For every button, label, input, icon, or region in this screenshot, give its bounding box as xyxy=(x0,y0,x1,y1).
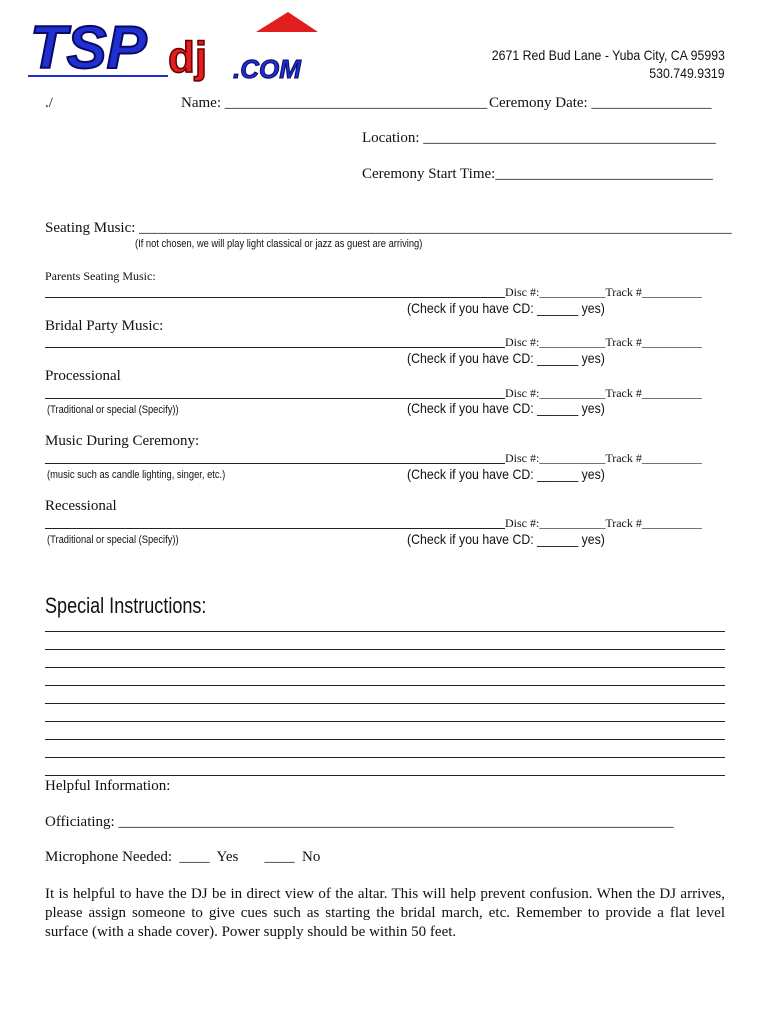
entry-line[interactable] xyxy=(45,528,505,529)
instruction-line[interactable] xyxy=(45,739,725,740)
officiating-field[interactable]: Officiating: __________________________________________________________________________ xyxy=(45,814,674,830)
instruction-line[interactable] xyxy=(45,703,725,704)
tspdj-logo-graphic xyxy=(28,10,328,90)
disc-track-field[interactable]: Disc #:___________Track #__________ xyxy=(505,285,702,299)
svg-text:TSP: TSP xyxy=(30,14,147,81)
cd-check-field[interactable]: (Check if you have CD: ______ yes) xyxy=(407,466,605,482)
location-field[interactable]: Location: _______________________________________ xyxy=(362,130,716,146)
instruction-line[interactable] xyxy=(45,775,725,776)
section-sublabel: (Traditional or special (Specify)) xyxy=(47,404,179,416)
seating-music-note: (If not chosen, we will play light classical or jazz as guest are arriving) xyxy=(135,238,423,250)
disc-track-field[interactable]: Disc #:___________Track #__________ xyxy=(505,335,702,349)
entry-line[interactable] xyxy=(45,398,505,399)
cd-check-field[interactable]: (Check if you have CD: ______ yes) xyxy=(407,300,605,316)
disc-track-field[interactable]: Disc #:___________Track #__________ xyxy=(505,386,702,400)
instruction-line[interactable] xyxy=(45,721,725,722)
header-prefix: ./ xyxy=(45,95,53,111)
instruction-line[interactable] xyxy=(45,757,725,758)
address-line-2: 530.749.9319 xyxy=(649,65,725,81)
entry-line[interactable] xyxy=(45,347,505,348)
entry-line[interactable] xyxy=(45,297,505,298)
instruction-line[interactable] xyxy=(45,685,725,686)
instruction-line[interactable] xyxy=(45,649,725,650)
seating-music-field[interactable]: Seating Music: _______________________________________________________________________________ xyxy=(45,220,732,236)
address-line-1: 2671 Red Bud Lane - Yuba City, CA 95993 xyxy=(491,47,725,63)
helpful-information-title: Helpful Information: xyxy=(45,778,171,794)
ceremony-date-field[interactable]: Ceremony Date: ________________ xyxy=(489,95,712,111)
section-label: Bridal Party Music: xyxy=(45,318,164,334)
section-label: Music During Ceremony: xyxy=(45,433,200,449)
footer-paragraph: It is helpful to have the DJ be in direct view of the altar. This will help prevent confusion. When the DJ arrives, please assign someone to give cues such as starting the bridal march, etc. Remember to provide a flat level surface (with a shade cover). Power supply should be within 50 feet. xyxy=(45,886,725,940)
instruction-line[interactable] xyxy=(45,667,725,668)
svg-text:dj: dj xyxy=(168,33,208,82)
start-time-field[interactable]: Ceremony Start Time:_____________________________ xyxy=(362,166,713,182)
entry-line[interactable] xyxy=(45,463,505,464)
microphone-needed-field[interactable]: Microphone Needed: ____ Yes ____ No xyxy=(45,849,321,865)
instruction-line[interactable] xyxy=(45,631,725,632)
section-sublabel: (Traditional or special (Specify)) xyxy=(47,534,179,546)
disc-track-field[interactable]: Disc #:___________Track #__________ xyxy=(505,451,702,465)
cd-check-field[interactable]: (Check if you have CD: ______ yes) xyxy=(407,531,605,547)
section-label: Processional xyxy=(45,368,121,384)
special-instructions-title: Special Instructions: xyxy=(45,593,207,618)
section-label: Recessional xyxy=(45,498,117,514)
name-field[interactable]: Name: ___________________________________ xyxy=(181,95,488,111)
disc-track-field[interactable]: Disc #:___________Track #__________ xyxy=(505,516,702,530)
section-sublabel: (music such as candle lighting, singer, etc.) xyxy=(47,469,226,481)
logo xyxy=(28,10,328,90)
cd-check-field[interactable]: (Check if you have CD: ______ yes) xyxy=(407,400,605,416)
cd-check-field[interactable]: (Check if you have CD: ______ yes) xyxy=(407,350,605,366)
section-label: Parents Seating Music: xyxy=(45,269,156,283)
svg-text:.COM: .COM xyxy=(233,54,301,84)
